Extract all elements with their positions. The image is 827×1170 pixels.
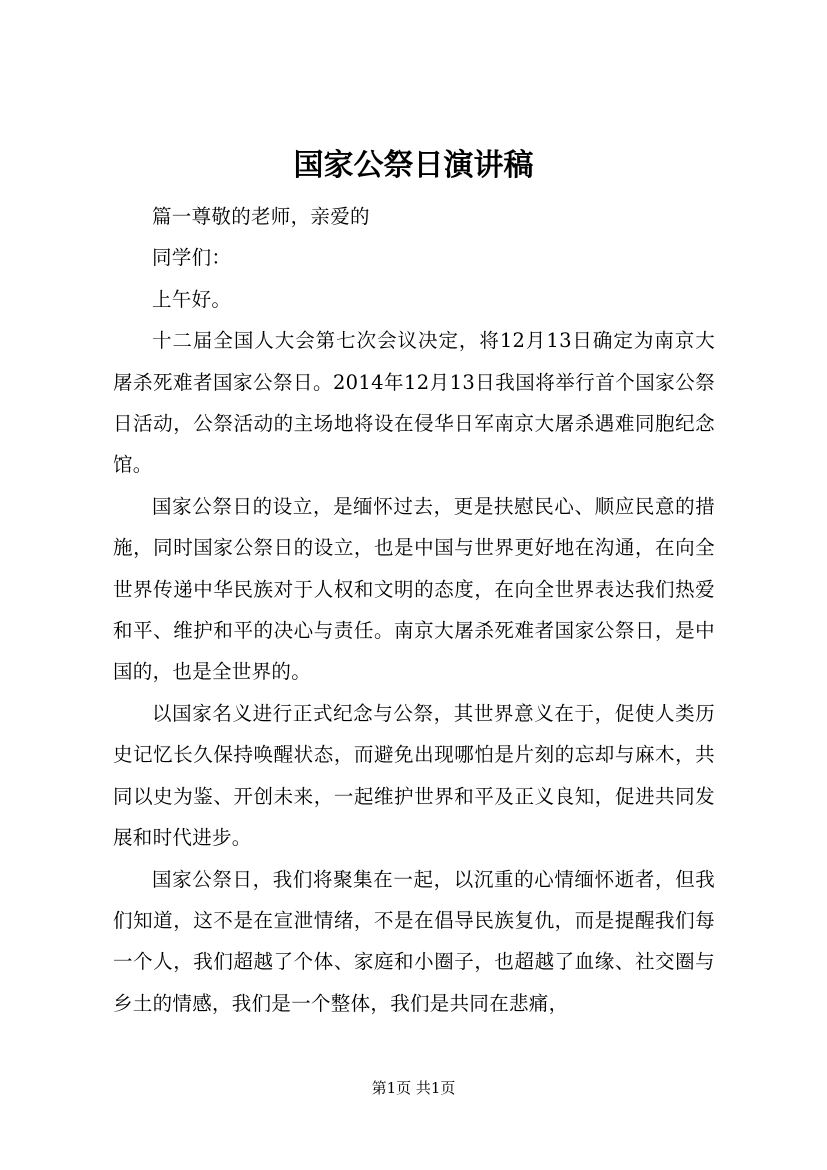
paragraph: 以国家名义进行正式纪念与公祭，其世界意义在于，促使人类历史记忆长久保持唤醒状态，而避免出现哪怕是片刻的忘却与麻木，共同以史为鉴、开创未来，一起维护世界和平及正义良知，促进共同发展和时代进步。 bbox=[113, 701, 715, 850]
paragraph: 上午好。 bbox=[152, 287, 232, 311]
page-number-footer: 第1页 共1页 bbox=[371, 1079, 456, 1097]
paragraph: 国家公祭日的设立，是缅怀过去，更是扶慰民心、顺应民意的措施，同时国家公祭日的设立，也是中国与世界更好地在沟通，在向全世界传递中华民族对于人权和文明的态度，在向全世界表达我们热爱和平、维护和平的决心与责任。南京大屠杀死难者国家公祭日，是中国的，也是全世界的。 bbox=[113, 494, 715, 684]
document-title: 国家公祭日演讲稿 bbox=[293, 148, 534, 183]
paragraph: 篇一尊敬的老师，亲爱的 bbox=[152, 205, 370, 228]
paragraph: 国家公祭日，我们将聚集在一起，以沉重的心情缅怀逝者，但我们知道，这不是在宣泄情绪，不是在倡导民族复仇，而是提醒我们每一个人，我们超越了个体、家庭和小圈子，也超越了血缘、社交圈与乡土的情感，我们是一个整体，我们是共同在悲痛， bbox=[113, 867, 715, 1015]
document-body bbox=[113, 196, 715, 1024]
paragraph: 十二届全国人大会第七次会议决定，将12月13日确定为南京大屠杀死难者国家公祭日。2014年12月13日我国将举行首个国家公祭日活动，公祭活动的主场地将设在侵华日军南京大屠杀遇难同胞纪念馆。 bbox=[113, 329, 715, 477]
paragraph: 同学们： bbox=[152, 246, 232, 270]
